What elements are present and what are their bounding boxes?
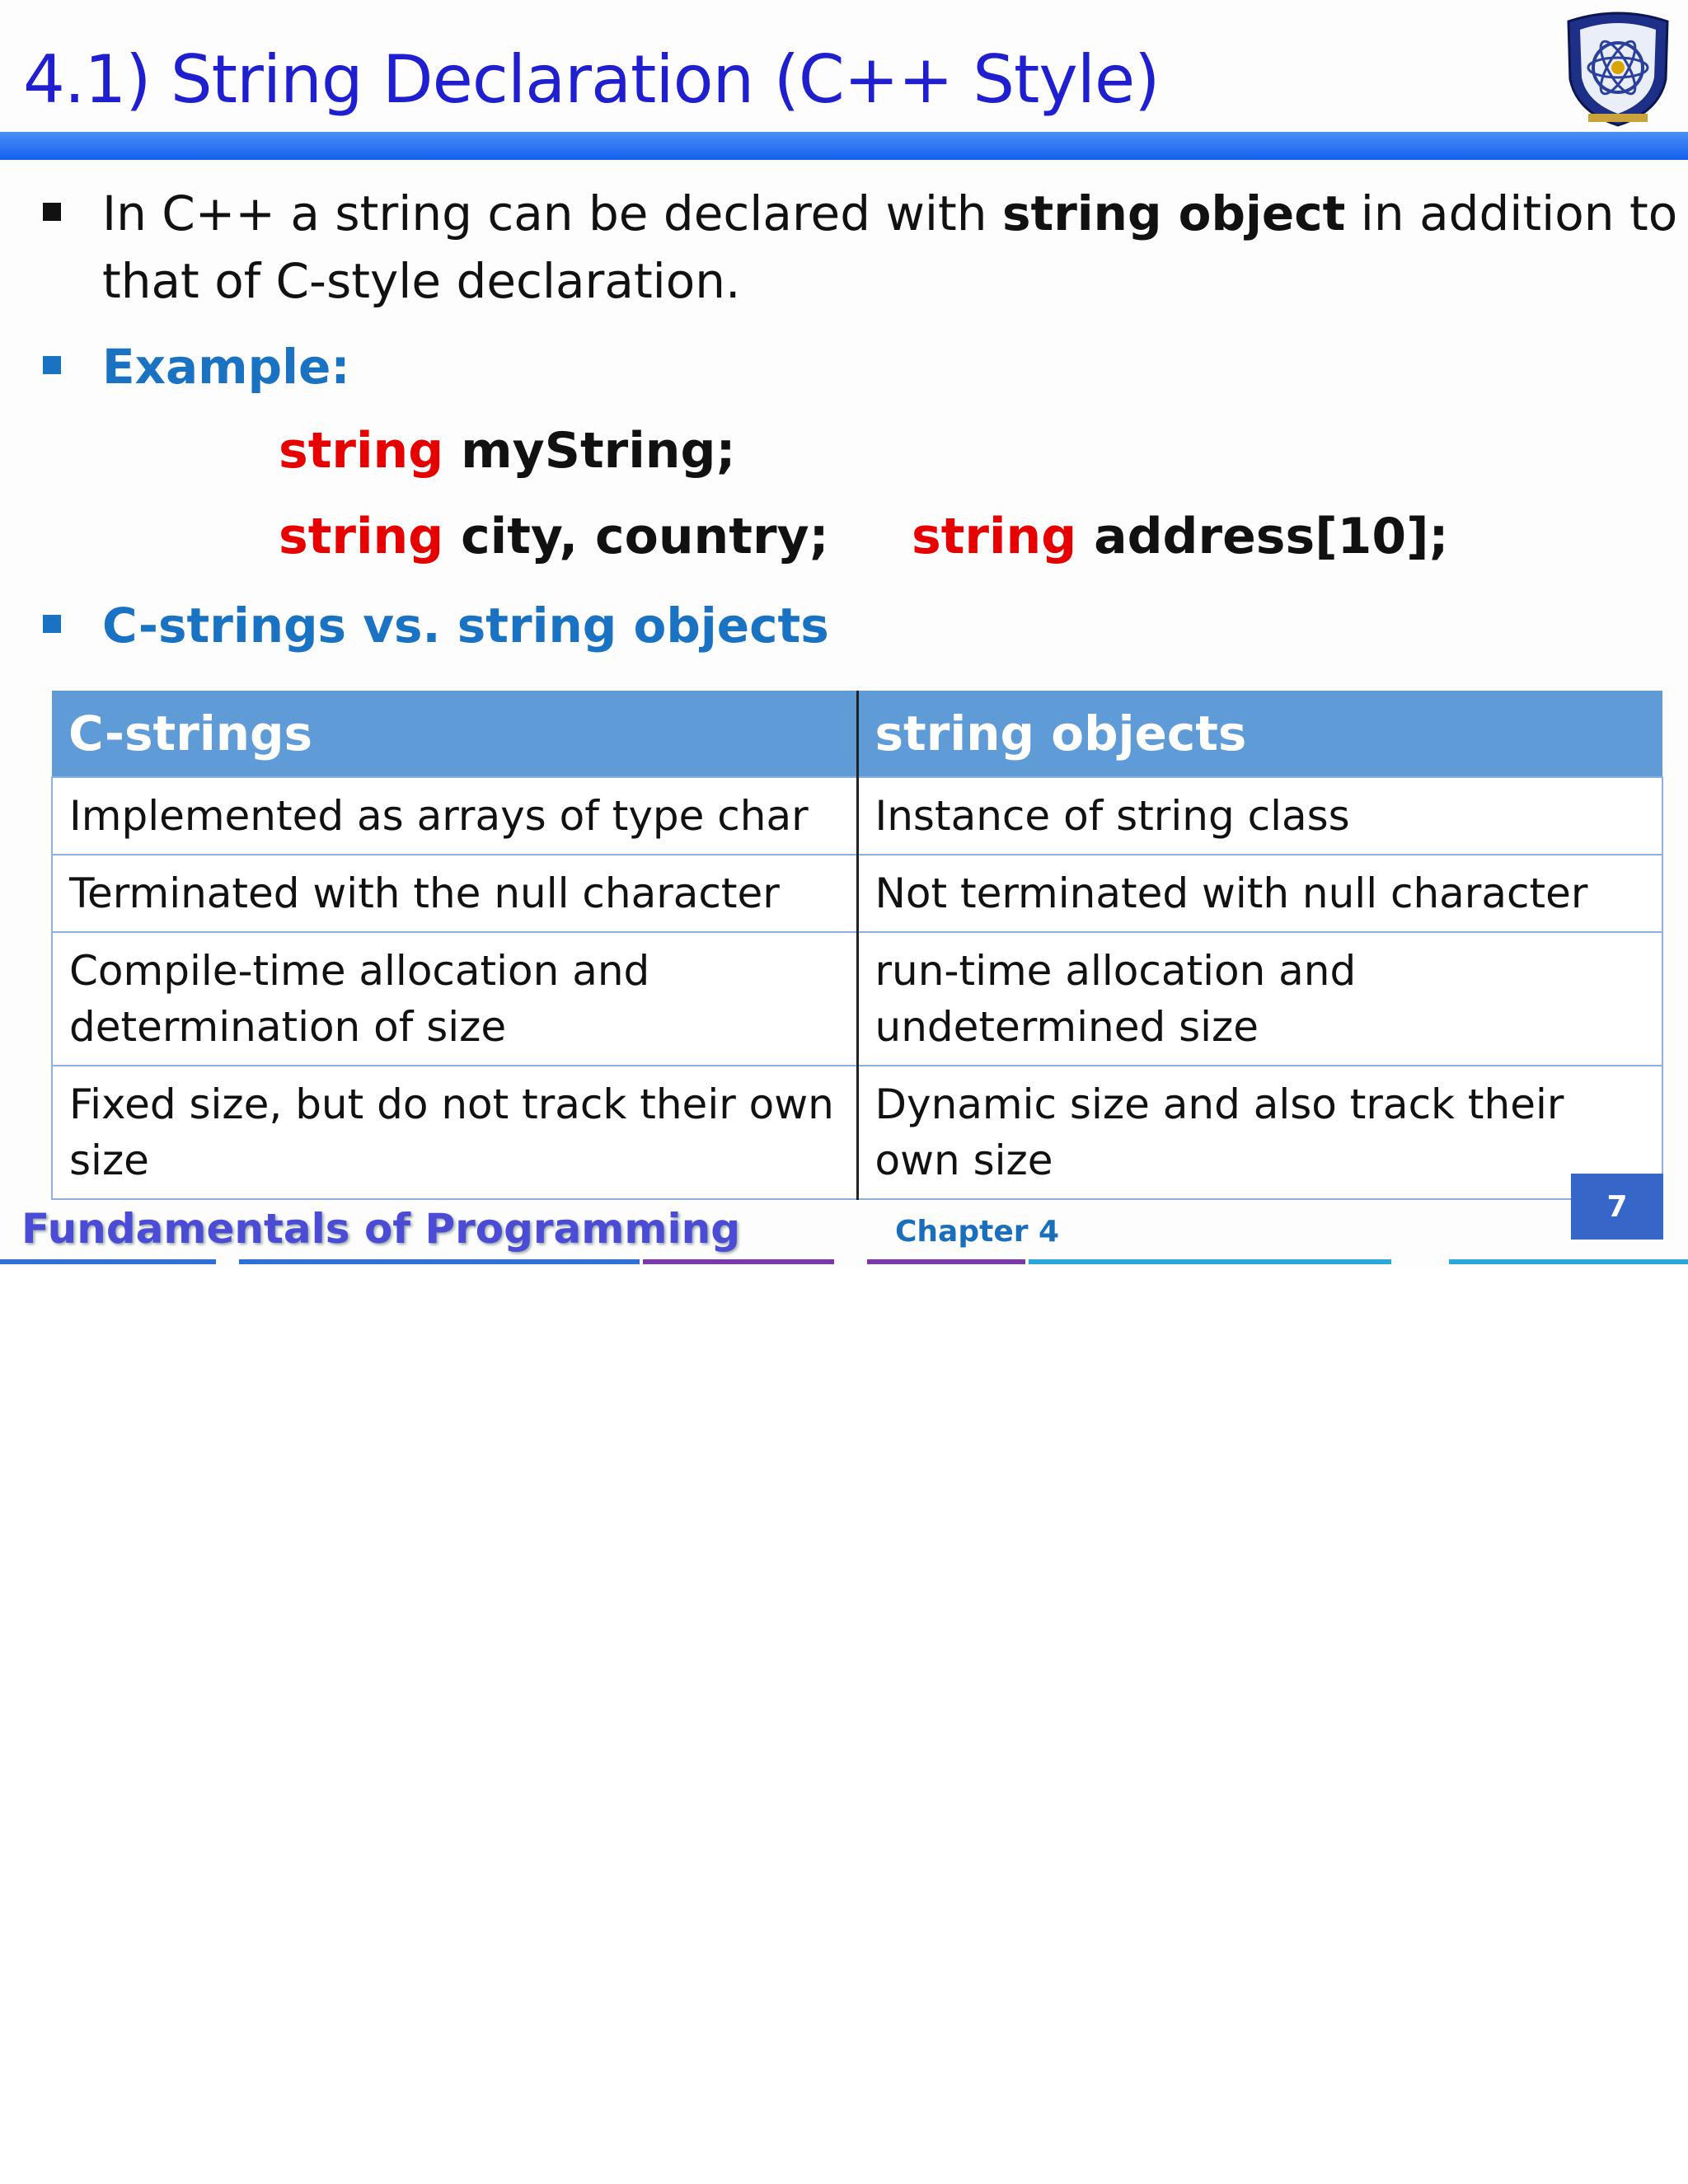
page-number: 7: [1571, 1174, 1663, 1240]
university-seal-icon: [1560, 5, 1676, 129]
table-cell: Terminated with the null character: [52, 855, 857, 932]
slide-title: 4.1) String Declaration (C++ Style): [23, 41, 1160, 118]
bold-term: string object: [1001, 185, 1346, 241]
bullet-marker: [43, 615, 61, 633]
code-line-address: string address[10];: [912, 508, 1449, 565]
table-cell: Fixed size, but do not track their own size: [52, 1066, 857, 1199]
table-row: [52, 1066, 1662, 1199]
bullet-marker: [43, 203, 61, 221]
title-divider-bar: [0, 132, 1688, 160]
table-row: [52, 777, 1662, 855]
bullet-example: Example:: [36, 333, 1688, 401]
bullet-intro: In C++ a string can be declared with string object in addition to that of C-style declaration.: [36, 180, 1688, 315]
footer-decorative-lines: [0, 1259, 1688, 1266]
table-cell: Instance of string class: [857, 777, 1662, 855]
table-cell: Dynamic size and also track their own size: [857, 1066, 1662, 1199]
footer-course-title: Fundamentals of Programming: [21, 1205, 741, 1253]
table-row: [52, 855, 1662, 932]
table-header-row: [52, 691, 1662, 777]
bullet-marker: [43, 356, 61, 374]
code-line-city-country: string city, country;: [279, 508, 829, 565]
comparison-table: [51, 691, 1663, 1200]
code-line-mystring: string myString;: [279, 422, 736, 480]
table-cell: Compile-time allocation and determination of size: [52, 932, 857, 1066]
table-cell: Implemented as arrays of type char: [52, 777, 857, 855]
bullet-comparison: C-strings vs. string objects: [36, 592, 1688, 659]
table-cell: run-time allocation and undetermined size: [857, 932, 1662, 1066]
table-header-cell: C-strings: [52, 691, 857, 777]
footer-chapter: Chapter 4: [895, 1215, 1060, 1249]
table-row: [52, 932, 1662, 1066]
table-cell: Not terminated with null character: [857, 855, 1662, 932]
table-header-cell: string objects: [857, 691, 1662, 777]
